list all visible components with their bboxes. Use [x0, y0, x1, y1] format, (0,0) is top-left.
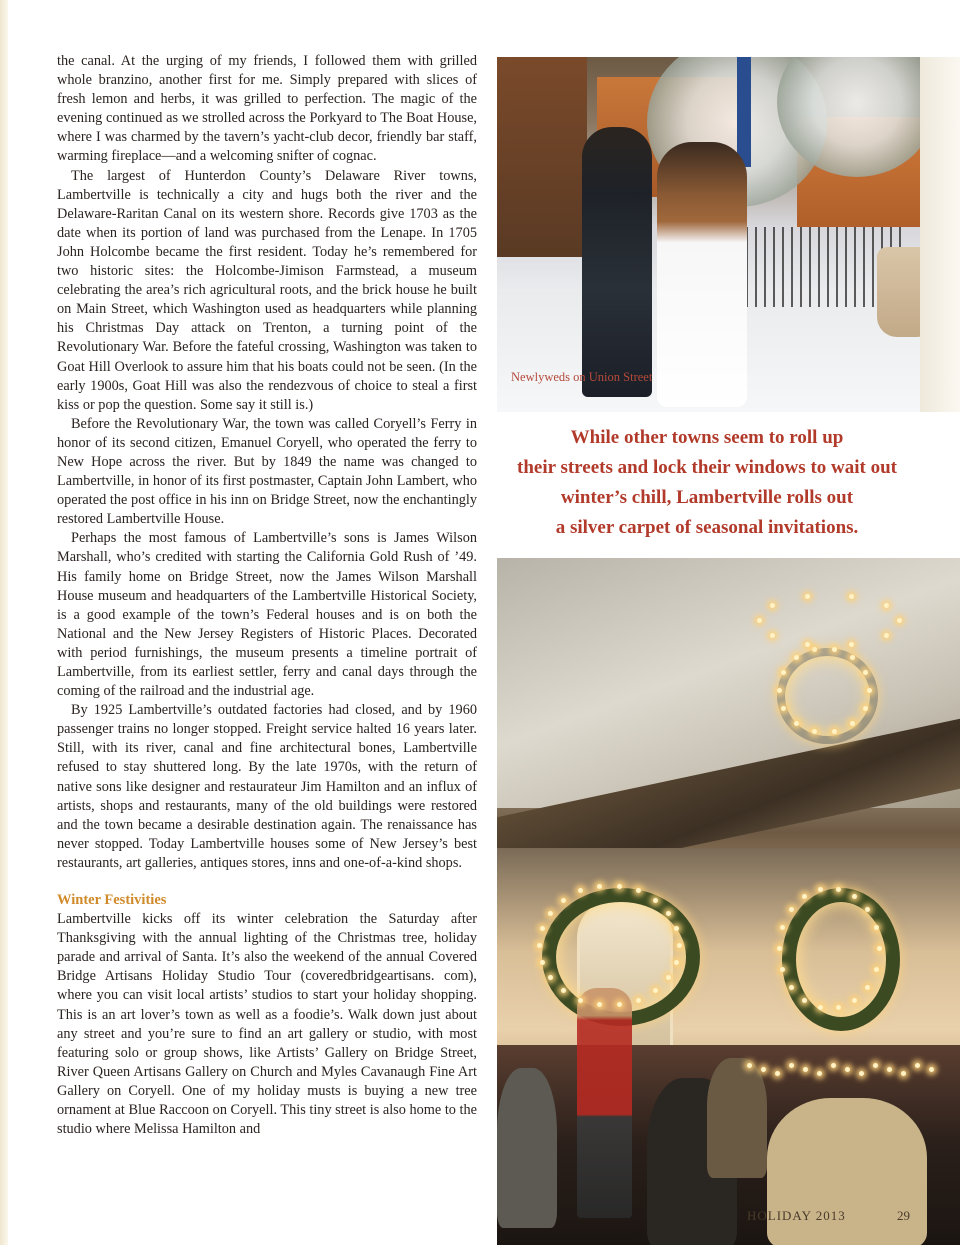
light-bulb	[832, 729, 837, 734]
page-edge	[0, 0, 8, 1245]
light-bulb	[561, 898, 566, 903]
light-bulb	[666, 911, 671, 916]
pull-quote	[497, 423, 917, 543]
restaurant-photo	[497, 558, 960, 1245]
article-paragraph: Perhaps the most famous of Lambertville’s sons is James Wilson Marshall, who’s credited with starting the California Gold Rush of ’49. His family home on Bridge Street, now the James Wilson Marshall House museum and headquarters of the Lambertville Historical Society, is a good example of the town’s Federal houses and is on both the National and the New Jersey Registers of Historic Places. Decorated with period furnishings, the museum presents a timeline portrait of Lambertville, from its earliest settler, ferry and canal days through the coming of the railroad and the industrial age.	[57, 530, 477, 700]
light-bulb	[867, 688, 872, 693]
light-bulb	[863, 670, 868, 675]
light-bulb	[863, 706, 868, 711]
photo-wreath	[782, 888, 900, 1031]
pull-quote-line: While other towns seem to roll up	[570, 427, 844, 448]
photo-waiter	[577, 988, 632, 1218]
photo-caption: Newlyweds on Union Street	[511, 370, 653, 384]
photo-pillar	[920, 57, 960, 412]
light-bulb	[812, 729, 817, 734]
light-bulb	[884, 633, 889, 638]
photo-wreath-reflection	[777, 648, 878, 744]
light-bulb	[865, 985, 870, 990]
page-number: 29	[897, 1208, 910, 1223]
article-paragraph: The largest of Hunterdon County’s Delaware River towns, Lambertville is technically a city and hugs both the river and the Delaware-Raritan Canal on its western shore. Records give 1703 as the date when its portion of land was purchased from the Lenape. In 1705 John Holcombe became the first resident. Today he’s remembered for two historic sites: the Holcombe-Jimison Farmstead, a museum celebrating the area’s rich agricultural roots, and the brick house he built on Main Street, which Washington used as headquarters while planning his Christmas Day attack on Trenton, a turning point of the Revolutionary War. Before the fateful crossing, Washington was taken to Goat Hill Overlook to assure him that his boats could not be seen. (In the early 1900s, Goat Hill was also the rendezvous of choice to steal a first kiss or pop the question. Some say it still is.)	[57, 167, 477, 413]
photo-diner	[707, 1058, 767, 1178]
newlyweds-photo	[497, 57, 960, 412]
light-bulb	[747, 1063, 752, 1068]
light-bulb	[578, 998, 583, 1003]
light-bulb	[757, 618, 762, 623]
light-bulb	[852, 894, 857, 899]
light-bulb	[836, 887, 841, 892]
light-bulb	[789, 985, 794, 990]
light-bulb	[831, 1063, 836, 1068]
photo-street-sign	[737, 57, 751, 167]
light-bulb	[901, 1071, 906, 1076]
light-bulb	[849, 594, 854, 599]
light-bulb	[597, 884, 602, 889]
pull-quote-line: a silver carpet of seasonal invitations.	[555, 517, 859, 538]
photo-bride	[657, 142, 747, 407]
light-bulb	[761, 1067, 766, 1072]
light-bulb	[677, 943, 682, 948]
light-bulb	[836, 1005, 841, 1010]
light-bulb	[777, 688, 782, 693]
article-paragraph: the canal. At the urging of my friends, I followed them with grilled whole branzino, another first for me. Simply prepared with slices of fresh lemon and herbs, it was grilled to perfection. The magic of the evening continued as we strolled across the Porkyard to The Boat House, where I was charmed by the tavern’s yacht-club decor, friendly bar staff, warming fireplace—and a welcoming snifter of cognac.	[57, 53, 477, 165]
light-bulb	[897, 618, 902, 623]
light-bulb	[777, 946, 782, 951]
light-bulb	[775, 1071, 780, 1076]
light-bulb	[859, 1071, 864, 1076]
light-bulb	[653, 898, 658, 903]
article-paragraph: Lambertville kicks off its winter celebration the Saturday after Thanksgiving with the annual lighting of the Christmas tree, holiday parade and arrival of Santa. It’s also the weekend of the annual Covered Bridge Artisans Holiday Studio Tour (coveredbridgeartisans. com), where you can visit local artists’ studios to start your holiday shopping. This is an art lover’s town as well as a foodie’s. Walk down just about any street and you’re sure to find an art gallery or studio, with most featuring solo or group shows, like Artists’ Gallery on Bridge Street, River Queen Artisans Gallery on Church and Myles Cavanaugh Fine Art Gallery on Coryell. One of my holiday musts is buying a new tree ornament at Blue Raccoon on Coryell. This tiny street is also home to the studio where Melissa Hamilton and	[57, 911, 477, 1138]
section-heading: Winter Festivities	[57, 892, 167, 909]
light-bulb	[845, 1067, 850, 1072]
light-bulb	[812, 647, 817, 652]
light-bulb	[789, 1063, 794, 1068]
photo-building	[497, 57, 587, 257]
light-bulb	[802, 998, 807, 1003]
light-bulb	[929, 1067, 934, 1072]
light-bulb	[780, 967, 785, 972]
light-bulb	[548, 911, 553, 916]
light-bulb	[884, 603, 889, 608]
light-bulb	[850, 721, 855, 726]
article-paragraph: By 1925 Lambertville’s outdated factories had closed, and by 1960 passenger trains no longer stopped. Freight service halted 16 years later. Still, with its river, canal and fine architectural bones, Lambertville refused to stay shuttered long. By the late 1970s, with the return of native sons like designer and restaurateur Jim Hamilton and an influx of artists, shops and restaurants, many of the old buildings were restored and the town became a desirable destination again. The renaissance has never stopped. Today Lambertville houses some of New Jersey’s best restaurants, art galleries, antiques stores, inns and one-of-a-kind shops.	[57, 702, 477, 871]
light-bulb	[540, 960, 545, 965]
light-bulb	[852, 998, 857, 1003]
pull-quote-line: their streets and lock their windows to wait out	[517, 457, 897, 478]
article-paragraph: Before the Revolutionary War, the town was called Coryell’s Ferry in honor of its second citizen, Emanuel Coryell, who operated the ferry to New Hope across the river. But by 1849 the name was changed to Lambertville, in honor of its first postmaster, Captain John Lambert, who operated the post office in his inn on Bridge Street, now the enchantingly restored Lambertville House.	[57, 415, 477, 528]
light-bulb	[802, 894, 807, 899]
pull-quote-line: winter’s chill, Lambertville rolls out	[560, 487, 854, 508]
light-bulb	[803, 1067, 808, 1072]
light-bulb	[537, 943, 542, 948]
light-bulb	[794, 721, 799, 726]
light-bulb	[887, 1067, 892, 1072]
article-column	[57, 52, 477, 1139]
light-bulb	[540, 926, 545, 931]
photo-diner	[497, 1068, 557, 1228]
light-bulb	[874, 967, 879, 972]
light-bulb	[877, 946, 882, 951]
issue-footer: HOLIDAY 2013	[747, 1208, 846, 1223]
light-bulb	[617, 884, 622, 889]
light-bulb	[873, 1063, 878, 1068]
light-bulb	[636, 998, 641, 1003]
light-bulb	[849, 642, 854, 647]
light-bulb	[817, 1071, 822, 1076]
photo-groom	[582, 127, 652, 397]
light-bulb	[915, 1063, 920, 1068]
